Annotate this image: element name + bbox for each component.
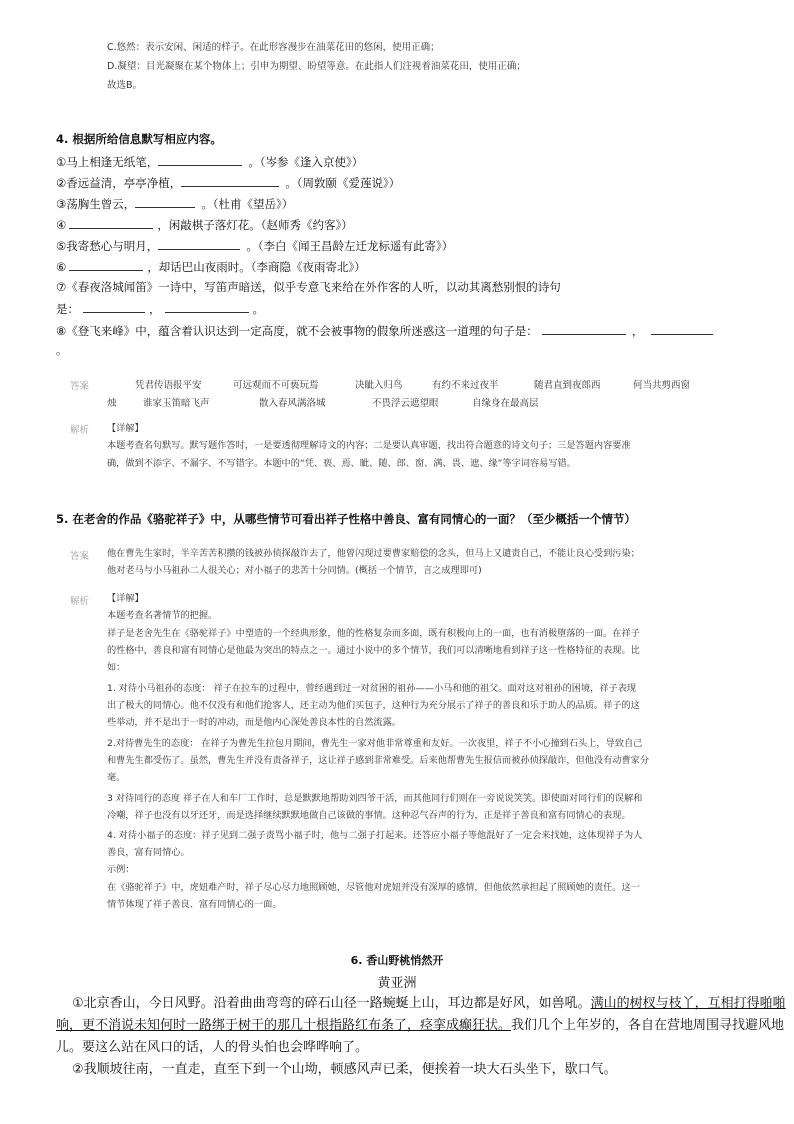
q4-item-7b-label: 是： bbox=[56, 302, 79, 316]
underlined-sentence: 满山的树杈与枝丫，互相打得啪啪 bbox=[590, 996, 786, 1011]
reading-text: ①北京香山，今日风野。沿着曲曲弯弯的碎石山径一路蜿蜒上山，耳边都是好风，如兽吼。 bbox=[72, 996, 591, 1011]
fill-blank[interactable] bbox=[651, 323, 713, 335]
q4-item-7b-end: 。 bbox=[252, 302, 264, 316]
fill-blank[interactable] bbox=[83, 301, 145, 313]
answer-item: 散入春风满洛城 bbox=[259, 398, 326, 409]
analysis-line: 出了极大的同情心。他不仅没有和他们抢客人，还主动为他们买包子，这种行为充分展示了祥子的善良和乐于助人的品质。祥子的这 bbox=[107, 700, 640, 711]
fill-blank[interactable] bbox=[135, 196, 195, 208]
reading-paragraph-2: ②我顺坡往南，一直走，直至下到一个山坳，顿感风声已柔，便挨着一块大石头坐下，歇口气。 bbox=[72, 1062, 617, 1077]
note-d: D.凝望：目光凝聚在某个物体上；引申为期望、盼望等意。在此指人们注视着油菜花田，使用正确； bbox=[107, 61, 526, 72]
analysis-line: 些举动，并不是出于一时的冲动，而是他内心深处善良本性的自然流露。 bbox=[107, 717, 401, 728]
q4-item-3-before: ③荡胸生曾云， bbox=[56, 197, 136, 211]
answer-item: 决眦入归鸟 bbox=[355, 380, 403, 391]
analysis-line: 2.对待曹先生的态度： 在祥子为曹先生拉包月期间，曹先生一家对他非常尊重和友好。一次夜里，祥子不小心撞到石头上，导致自己 bbox=[107, 738, 643, 749]
q4-item-7b bbox=[56, 301, 264, 317]
fill-blank[interactable] bbox=[158, 238, 240, 250]
fill-blank[interactable] bbox=[69, 217, 153, 229]
reading-paragraph-1-line-1 bbox=[72, 994, 786, 1013]
q4-item-5-before: ⑤我寄愁心与明月， bbox=[56, 239, 159, 253]
q4-item-8-text: ⑧《登飞来峰》中，蕴含着认识达到一定高度，就不会被事物的假象所迷惑这一道理的句子是： bbox=[56, 324, 538, 338]
q4-item-1 bbox=[56, 154, 363, 170]
analysis-line: 毫。 bbox=[107, 772, 126, 783]
analysis-line: 4. 对待小福子的态度：祥子见到二强子责骂小福子时，他与二强子打起来。还答应小福子等他混好了一定会来找她，这体现祥子为人 bbox=[107, 830, 643, 841]
q4-item-2-after: 。（周敦颐《爱莲说》） bbox=[285, 176, 401, 190]
note-conclusion: 故选B。 bbox=[107, 80, 143, 91]
q4-item-3 bbox=[56, 196, 293, 212]
q4-item-7b-sep: ， bbox=[149, 302, 161, 316]
analysis-label: 解析 bbox=[70, 425, 90, 436]
analysis-line: 祥子是老舍先生在《骆驼祥子》中塑造的一个经典形象，他的性格复杂而多面，既有积极向上的一面，也有消极堕落的一面。在祥子 bbox=[107, 628, 640, 639]
q4-item-4 bbox=[56, 217, 353, 233]
q4-item-5-after: 。（李白《闻王昌龄左迁龙标遥有此寄》） bbox=[246, 239, 454, 253]
q4-item-6 bbox=[56, 259, 366, 275]
q4-item-3-after: 。（杜甫《望岳》） bbox=[201, 197, 294, 211]
answer-item: 自缘身在最高层 bbox=[472, 398, 539, 409]
reading-title: 6. 香山野桃悄然开 bbox=[350, 954, 444, 967]
analysis-line: 在《骆驼祥子》中，虎妞难产时，祥子尽心尽力地照顾她，尽管他对虎妞并没有深厚的感情，但他依然承担起了照顾她的责任。这一 bbox=[107, 882, 640, 893]
answer-line: 他在曹先生家时，半辛苦苦积攒的钱被孙侦探敲诈去了，他曾闪现过要曹家赔偿的念头，但马上又谴责自己，不能让良心受到污染； bbox=[107, 548, 640, 559]
analysis-heading: 【详解】 bbox=[107, 593, 144, 604]
analysis-line: 1. 对待小马祖孙的态度： 祥子在拉车的过程中，曾经遇到过一对贫困的祖孙——小马和他的祖父。面对这对祖孙的困境，祥子表现 bbox=[107, 683, 637, 694]
answer-item: 有约不来过夜半 bbox=[432, 380, 499, 391]
q4-item-1-before: ①马上相逢无纸笔， bbox=[56, 155, 159, 169]
underlined-sentence: 响，更不消说未知何时一路绑于树干的那几十根指路红布条了，痉挛成癫狂状。 bbox=[56, 1018, 512, 1033]
answer-item: 何当共剪西窗 bbox=[633, 380, 691, 391]
answer-item: 随君直到夜郎西 bbox=[534, 380, 601, 391]
fill-blank[interactable] bbox=[165, 301, 249, 313]
analysis-line: 如： bbox=[107, 662, 126, 673]
fill-blank[interactable] bbox=[181, 175, 279, 187]
analysis-line: 3 对待同行的态度 祥子在人和车厂工作时，总是默默地帮助刘四爷干活，而其他同行们则在一旁说说笑笑。即使面对同行们的误解和 bbox=[107, 793, 643, 804]
reading-text: 我们几个上年岁的，各自在营地周围寻找避风地 bbox=[511, 1018, 785, 1033]
reading-paragraph-1-line-2 bbox=[56, 1016, 784, 1035]
note-c: C.悠然：表示安闲、闲适的样子。在此形容漫步在油菜花田的悠闲，使用正确； bbox=[107, 42, 440, 53]
answer-label: 答案 bbox=[70, 381, 90, 392]
reading-paragraph-1-line-3: 儿。要这么站在风口的话，人的骨头怕也会哗哗响了。 bbox=[56, 1040, 369, 1055]
answer-line: 他对老马与小马祖孙二人很关心；对小福子的悲苦十分同情。(概括一个情节，言之成理即可) bbox=[107, 565, 482, 576]
analysis-line: 示例： bbox=[107, 864, 135, 875]
fill-blank[interactable] bbox=[158, 154, 242, 166]
analysis-line: 和曹先生都受伤了。虽然，曹先生并没有责备祥子，这让祥子感到非常难受。后来他帮曹先生报信而被孙侦探敲诈，但他没有动曹家分 bbox=[107, 755, 650, 766]
analysis-line: 本题考查名著情节的把握。 bbox=[107, 610, 218, 621]
fill-blank[interactable] bbox=[542, 323, 626, 335]
q4-item-2 bbox=[56, 175, 400, 191]
answer-item: 凭君传语报平安 bbox=[135, 380, 202, 391]
analysis-line: 确，做到不添字、不漏字、不写错字。本题中的“凭、亵、焉、眦、随、郎、窗、满、畏、遮、缘”等字词容易写错。 bbox=[107, 458, 576, 469]
q4-item-6-before: ⑥ bbox=[56, 260, 67, 274]
reading-author: 黄亚洲 bbox=[377, 976, 417, 991]
analysis-label: 解析 bbox=[70, 596, 90, 607]
q4-item-7a: ⑦《春夜洛城闻笛》一诗中，写笛声暗送，似乎专意飞来给在外作客的人听，以动其离愁别恨的诗句 bbox=[56, 280, 561, 294]
question-4-title: 4. 根据所给信息默写相应内容。 bbox=[56, 132, 222, 146]
answer-item: 可远观而不可亵玩焉 bbox=[233, 380, 319, 391]
q4-item-6-after: ，却话巴山夜雨时。（李商隐《夜雨寄北》） bbox=[147, 260, 366, 274]
q4-item-4-before: ④ bbox=[56, 218, 67, 232]
q4-item-1-after: 。（岑参《逢入京使》） bbox=[248, 155, 364, 169]
answer-item: 不畏浮云遮望眼 bbox=[372, 398, 439, 409]
q4-item-4-after: ，闲敲棋子落灯花。（赵师秀《约客》） bbox=[157, 218, 353, 232]
analysis-line: 情节体现了祥子善良、富有同情心的一面。 bbox=[107, 899, 282, 910]
analysis-line: 善良，富有同情心。 bbox=[107, 847, 190, 858]
analysis-line: 的性格中，善良和富有同情心是他最为突出的特点之一。通过小说中的多个情节，我们可以清晰地看到祥子这一性格特征的表现。比 bbox=[107, 645, 640, 656]
q4-item-8-sep: ， bbox=[631, 324, 644, 338]
analysis-heading: 【详解】 bbox=[107, 423, 144, 434]
question-5-title: 5. 在老舍的作品《骆驼祥子》中，从哪些情节可看出祥子性格中善良、富有同情心的一面？（至少概括一个情节） bbox=[56, 512, 636, 526]
analysis-line: 本题考查名句默写。默写题作答时，一是要透彻理解诗文的内容；二是要认真审题，找出符合题意的诗文句子；三是答题内容要准 bbox=[107, 440, 631, 451]
analysis-line: 冷嘲，祥子也没有以牙还牙，而是选择继续默默地做自己该做的事情。这种忍气吞声的行为，正是祥子善良和富有同情心的表现。 bbox=[107, 810, 631, 821]
q4-item-8 bbox=[56, 323, 713, 339]
answer-item: 谁家玉笛暗飞声 bbox=[143, 398, 210, 409]
answer-label: 答案 bbox=[70, 551, 90, 562]
q4-item-2-before: ②香远益清，亭亭净植， bbox=[56, 176, 182, 190]
answer-item: 烛 bbox=[107, 398, 117, 409]
q4-item-8-end: 。 bbox=[56, 343, 68, 357]
q4-item-5 bbox=[56, 238, 453, 254]
fill-blank[interactable] bbox=[69, 259, 143, 271]
